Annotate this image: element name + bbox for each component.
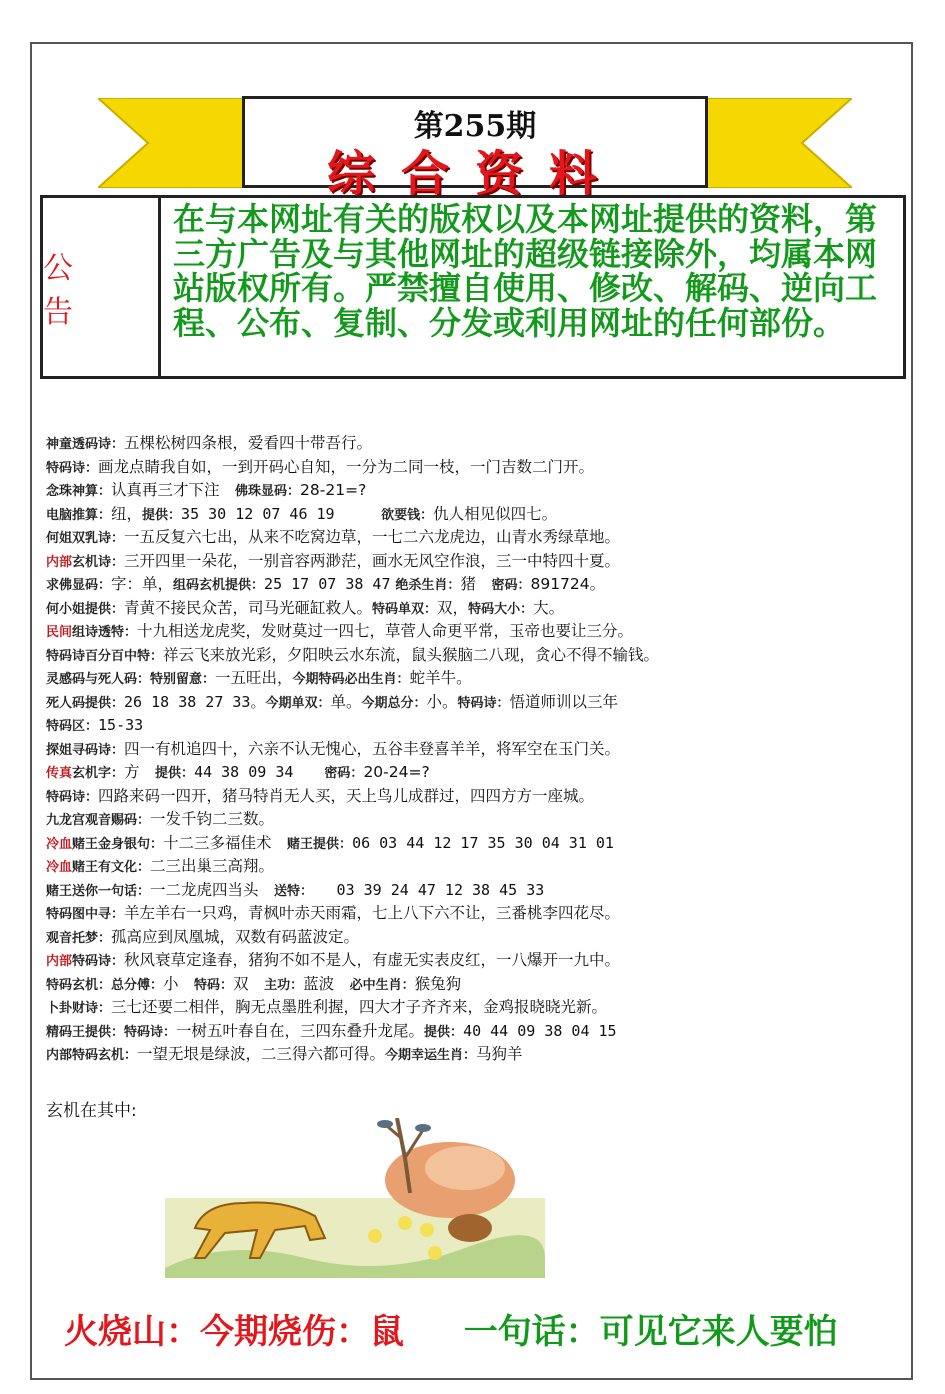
- issue-number: 第255期: [413, 109, 537, 144]
- line-segment: 特别留意：: [150, 672, 216, 687]
- line-segment: 主功：: [264, 977, 304, 993]
- line-segment: 一树五叶春自在，三四东叠升龙尾。: [176, 1021, 425, 1040]
- info-line: [46, 1043, 906, 1067]
- line-segment: 羊左羊右一只鸡，青枫叶赤天雨霜，七上八下六不让，三番桃李四花尽。: [124, 904, 621, 922]
- info-line: [46, 785, 906, 809]
- line-segment: 提供：: [155, 766, 195, 781]
- line-segment: 马狗羊: [476, 1045, 523, 1063]
- line-segment: 内部: [46, 554, 73, 570]
- line-segment: 十九相送龙虎奖，发财莫过一四七，草菅人命更平常，玉帝也要让三分。: [137, 622, 634, 640]
- line-segment: 必中生肖：: [349, 977, 415, 993]
- info-line: [46, 432, 906, 456]
- line-segment: 冷血: [46, 860, 73, 875]
- line-segment: 赌王金身银句：: [72, 836, 164, 852]
- line-segment: 电脑推算：: [46, 507, 112, 523]
- info-line: [46, 902, 906, 926]
- line-segment: 特码诗：: [124, 1024, 177, 1040]
- line-segment: 仇人相见似四七。: [433, 504, 558, 523]
- line-segment: 字：单，: [111, 575, 174, 593]
- info-line: [46, 1020, 906, 1044]
- line-segment: 26 18 38 27 33。: [124, 692, 266, 711]
- line-segment: 密码：: [324, 766, 364, 781]
- line-segment: 猴兔狗: [414, 974, 462, 993]
- line-segment: 15-33: [98, 716, 144, 734]
- line-segment: 猪: [460, 575, 492, 593]
- line-segment: 三开四里一朵花，一别音容两渺茫，画水无风空作浪，三一中特四十夏。: [124, 551, 621, 570]
- line-segment: 一二龙虎四当头: [150, 880, 275, 899]
- line-segment: 一发千钧二三数。: [150, 810, 275, 828]
- line-segment: 891724。: [530, 575, 606, 593]
- line-segment: 双: [233, 974, 265, 993]
- line-segment: 悟道师训以三年: [509, 692, 619, 711]
- info-line: [46, 456, 906, 480]
- line-segment: 提供：: [142, 507, 182, 523]
- line-segment: 35 30 12 07 46 19: [181, 504, 335, 523]
- line-segment: 特码诗：: [46, 789, 99, 805]
- line-segment: 神童透码诗：: [46, 437, 125, 452]
- line-segment: 赌王送你一句话：: [46, 883, 151, 899]
- line-segment: 双，: [437, 598, 469, 617]
- info-line: [46, 926, 906, 950]
- line-segment: 特码：: [194, 977, 234, 993]
- page-title: 综合资料: [326, 146, 623, 202]
- line-segment: 今期幸运生肖：: [385, 1048, 477, 1063]
- line-segment: 28-21=?: [300, 481, 367, 499]
- info-line: [46, 714, 906, 738]
- line-segment: 三七还要二相伴，胸无点墨胜利握，四大才子齐齐来，金鸡报晓晓光新。: [111, 998, 608, 1016]
- line-segment: 死人码提供：: [46, 695, 125, 711]
- notice-label: 公 告: [43, 198, 161, 376]
- info-lines: [46, 432, 906, 1067]
- line-segment: 特码诗：: [72, 954, 125, 969]
- line-segment: 五棵松树四条根，爱看四十带吾行。: [124, 434, 373, 452]
- info-line: [46, 691, 906, 715]
- info-line: [46, 973, 906, 997]
- line-segment: 十二三多福佳术: [163, 833, 288, 852]
- line-segment: 四一有机追四十，六亲不认无愧心，五谷丰登喜羊羊，将军空在玉门关。: [124, 739, 621, 758]
- line-segment: 总分傅：: [111, 977, 164, 993]
- line-segment: 44 38 09 34: [194, 763, 294, 781]
- info-line: [46, 879, 906, 903]
- info-line: [46, 644, 906, 668]
- info-line: [46, 526, 906, 550]
- line-segment: 二三出巢三高翔。: [150, 857, 275, 875]
- xuanji-label: 玄机在其中:: [46, 1101, 137, 1121]
- line-segment: 06 03 44 12 17 35 30 04 31 01: [352, 833, 614, 852]
- left-ribbon-decoration: [98, 98, 248, 188]
- info-line: [46, 855, 906, 879]
- line-segment: 画龙点睛我自如，一到开码心自知，一分为二同一枝，一门吉数二门开。: [98, 457, 595, 476]
- info-line: [46, 949, 906, 973]
- line-segment: 玄机诗：: [72, 554, 125, 570]
- line-segment: 特码图中寻：: [46, 907, 125, 922]
- line-segment: 孤高应到凤凰城，双数有码蓝波定。: [111, 927, 360, 946]
- line-segment: 探姐寻码诗：: [46, 742, 125, 758]
- line-segment: 25 17 07 38 47: [264, 575, 391, 593]
- line-segment: 传真: [46, 766, 73, 781]
- line-segment: 大。: [533, 598, 565, 617]
- line-segment: 冷血: [46, 836, 73, 852]
- line-segment: [335, 505, 382, 523]
- line-segment: 一五旺出，: [215, 669, 293, 687]
- info-line: [46, 738, 906, 762]
- line-segment: 特码诗百分百中特：: [46, 648, 164, 664]
- info-line: [46, 761, 906, 785]
- info-line: [46, 832, 906, 856]
- line-segment: 特码单双：: [372, 601, 438, 617]
- line-segment: 佛珠显码：: [235, 484, 301, 499]
- line-segment: 玄机字：: [72, 766, 125, 781]
- line-segment: 内部: [46, 954, 73, 969]
- line-segment: 组诗透特：: [72, 625, 138, 640]
- line-segment: 赌王提供：: [287, 836, 353, 852]
- line-segment: 蛇羊牛。: [409, 669, 472, 687]
- line-segment: 卜卦财诗：: [46, 1001, 112, 1016]
- line-segment: 今期总分：: [361, 695, 427, 711]
- line-segment: 欲要钱：: [381, 507, 434, 523]
- line-segment: 赌王有文化：: [72, 860, 151, 875]
- info-line: [46, 996, 906, 1020]
- line-segment: 小: [163, 974, 195, 993]
- footer-left-text: 火烧山：今期烧伤：鼠: [64, 1312, 404, 1352]
- line-segment: 何小姐提供：: [46, 601, 125, 617]
- info-line: [46, 550, 906, 574]
- info-line: [46, 597, 906, 621]
- line-segment: 绝杀生肖：: [395, 578, 461, 593]
- line-segment: 青黄不接民众苦，司马光砸缸救人。: [124, 598, 373, 617]
- line-segment: 精码王提供：: [46, 1024, 125, 1040]
- line-segment: 四路来码一四开，猪马特肖无人买，天上鸟儿成群过，四四方方一座城。: [98, 786, 595, 805]
- notice-text: 在与本网址有关的版权以及本网址提供的资料，第三方广告及与其他网址的超级链接除外，均属本网站版权所有。严禁擅自使用、修改、解码、逆向工程、公布、复制、分发或利用网址的任何部份。: [173, 200, 878, 342]
- info-line: [46, 479, 906, 503]
- right-ribbon-decoration: [702, 98, 852, 188]
- line-segment: 求佛显码：: [46, 578, 112, 593]
- line-segment: 念珠神算：: [46, 484, 112, 499]
- info-line: [46, 620, 906, 644]
- line-segment: 20-24=?: [363, 763, 430, 781]
- line-segment: 今期单双：: [265, 695, 331, 711]
- line-segment: [293, 763, 324, 781]
- line-segment: 民间: [46, 625, 73, 640]
- line-segment: 送特：: [274, 883, 307, 899]
- line-segment: 特码区：: [46, 719, 99, 734]
- cartoon-illustration: [165, 1118, 545, 1278]
- line-segment: 灵感码与死人码：: [46, 672, 151, 687]
- line-segment: 一望无垠是绿波，二三得六都可得。: [137, 1045, 386, 1063]
- footer-right-text: 一句话：可见它来人要怕: [463, 1312, 838, 1352]
- info-line: [46, 808, 906, 832]
- footer-banner: [64, 1304, 838, 1353]
- line-segment: 特码诗：: [46, 460, 99, 476]
- line-segment: 蓝波: [303, 974, 350, 993]
- line-segment: 特码玄机：: [46, 977, 112, 993]
- line-segment: 特码大小：: [468, 601, 534, 617]
- line-segment: 今期特码必出生肖：: [292, 672, 410, 687]
- line-segment: 提供：: [424, 1024, 464, 1040]
- line-segment: 密码：: [491, 578, 531, 593]
- line-segment: 03 39 24 47 12 38 45 33: [306, 880, 545, 899]
- line-segment: 观音托梦：: [46, 930, 112, 946]
- info-line: [46, 667, 906, 691]
- info-line: [46, 573, 906, 597]
- line-segment: 单。: [330, 692, 362, 711]
- line-segment: 组码玄机提供：: [173, 578, 265, 593]
- notice-box: [40, 195, 906, 379]
- title-box: [242, 96, 708, 202]
- line-segment: 秋风衰草定逢春，猪狗不如不是人，有虚无实表皮红，一八爆开一九中。: [124, 951, 621, 969]
- line-segment: 纽，: [111, 504, 143, 523]
- line-segment: 小。: [426, 692, 458, 711]
- line-segment: 内部特码玄机：: [46, 1048, 138, 1063]
- line-segment: 九龙宫观音赐码：: [46, 813, 151, 828]
- line-segment: 一五反复六七出，从来不吃窝边草，一七二六龙虎边，山青水秀绿草地。: [124, 528, 621, 546]
- line-segment: 祥云飞来放光彩，夕阳映云水东流，鼠头猴脑二八现，贪心不得不输钱。: [163, 645, 660, 664]
- info-line: [46, 503, 906, 527]
- line-segment: 何姐双乳诗：: [46, 531, 125, 546]
- line-segment: 认真再三才下注: [111, 481, 236, 499]
- line-segment: 方: [124, 763, 156, 781]
- line-segment: 特码诗：: [457, 695, 510, 711]
- line-segment: 40 44 09 38 04 15: [463, 1021, 617, 1040]
